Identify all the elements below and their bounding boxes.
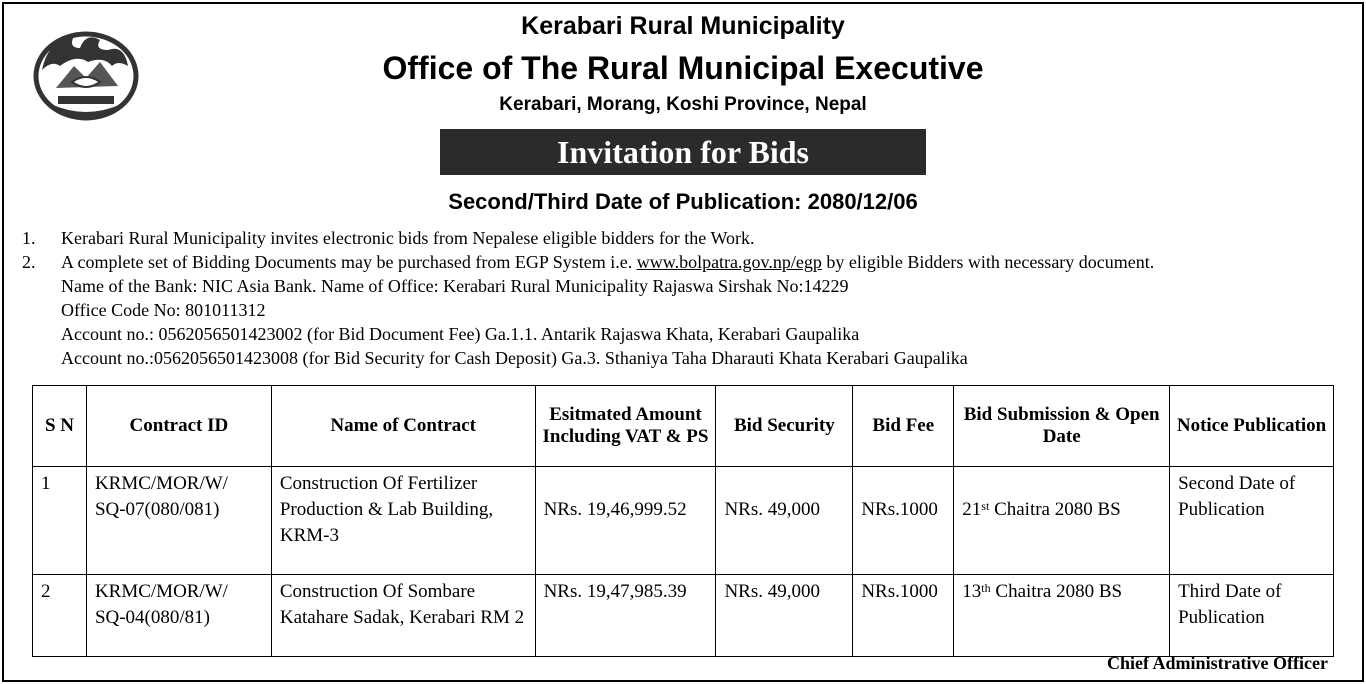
cell-notice: Third Date of Publication: [1170, 575, 1334, 657]
publication-date: Second/Third Date of Publication: 2080/12/06: [448, 189, 918, 214]
office-name: Office of The Rural Municipal Executive: [382, 50, 984, 86]
col-header-contract-name: Name of Contract: [271, 386, 535, 467]
cell-amount: NRs. 19,47,985.39: [535, 575, 716, 657]
cell-bid-security: NRs. 49,000: [716, 575, 853, 657]
cell-submission-date: 13th Chaitra 2080 BS: [954, 575, 1170, 657]
cell-amount: NRs. 19,46,999.52: [535, 467, 716, 575]
cell-submission-date: 21st Chaitra 2080 BS: [954, 467, 1170, 575]
notice-title-banner: Invitation for Bids: [440, 129, 926, 175]
item-text: A complete set of Bidding Documents may be purchased from EGP System i.e. www.bolpatra.gov.np/egp by eligible Bidders with necessary document.: [61, 252, 1155, 272]
cell-contract-name: Construction Of Fertilizer Production & Lab Building, KRM-3: [271, 467, 535, 575]
col-header-contract-id: Contract ID: [86, 386, 271, 467]
office-code: Office Code No: 801011312: [61, 300, 266, 320]
col-header-submission-date: Bid Submission & Open Date: [954, 386, 1170, 467]
table-row: [33, 467, 1334, 575]
col-header-notice: Notice Publication: [1170, 386, 1334, 467]
cell-bid-security: NRs. 49,000: [716, 467, 853, 575]
cell-contract-id: KRMC/MOR/W/ SQ-04(080/81): [86, 575, 271, 657]
municipality-name: Kerabari Rural Municipality: [521, 12, 845, 40]
col-header-bid-security: Bid Security: [716, 386, 853, 467]
col-header-amount: Esitmated Amount Including VAT & PS: [535, 386, 716, 467]
cell-bid-fee: NRs.1000: [853, 467, 954, 575]
cell-sn: 2: [33, 575, 87, 657]
security-account: Account no.:0562056501423008 (for Bid Security for Cash Deposit) Ga.3. Sthaniya Taha Dharauti Khata Kerabari Gaupalika: [61, 348, 968, 368]
cell-sn: 1: [33, 467, 87, 575]
bank-details: Name of the Bank: NIC Asia Bank. Name of Office: Kerabari Rural Municipality Rajaswa Sirshak No:14229: [61, 276, 849, 296]
item-text: Kerabari Rural Municipality invites electronic bids from Nepalese eligible bidders for the Work.: [61, 228, 755, 248]
table-header-row: [33, 386, 1334, 467]
signatory-title: Chief Administrative Officer: [1107, 653, 1328, 673]
cell-contract-name: Construction Of Sombare Katahare Sadak, Kerabari RM 2: [271, 575, 535, 657]
cell-notice: Second Date of Publication: [1170, 467, 1334, 575]
office-address: Kerabari, Morang, Koshi Province, Nepal: [499, 94, 867, 115]
cell-bid-fee: NRs.1000: [853, 575, 954, 657]
fee-account: Account no.: 0562056501423002 (for Bid Document Fee) Ga.1.1. Antarik Rajaswa Khata, Kerabari Gaupalika: [61, 324, 860, 344]
col-header-bid-fee: Bid Fee: [853, 386, 954, 467]
item-number: 1.: [22, 228, 36, 248]
egp-link[interactable]: www.bolpatra.gov.np/egp: [636, 252, 822, 272]
col-header-sn: S N: [33, 386, 87, 467]
contracts-table: [32, 385, 1334, 657]
cell-contract-id: KRMC/MOR/W/ SQ-07(080/081): [86, 467, 271, 575]
table-row: [33, 575, 1334, 657]
item-number: 2.: [22, 252, 36, 272]
